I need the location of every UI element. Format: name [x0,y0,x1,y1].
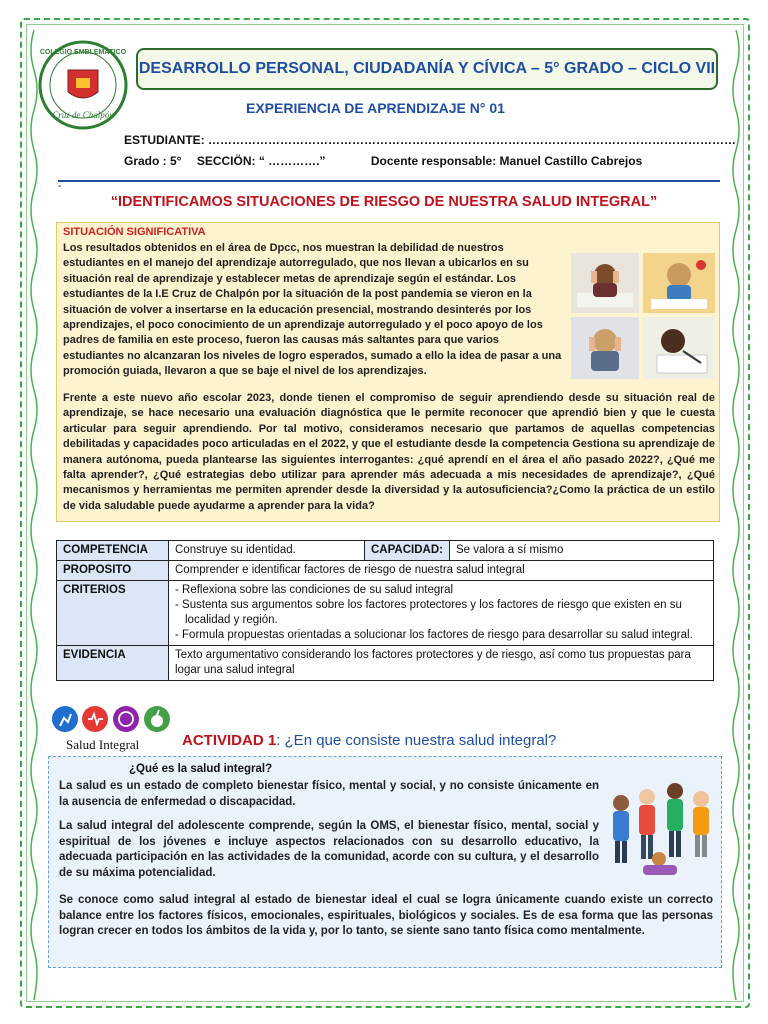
vine-decoration-right [730,30,742,1000]
vine-decoration-left [28,30,40,1000]
grade-row [124,154,642,168]
activity-question: : ¿En que consiste nuestra salud integral? [276,732,557,749]
course-title-banner [136,48,718,90]
list-item: - Reflexiona sobre las condiciones de su salud integral [175,584,454,596]
teenagers-group-illustration [603,777,717,879]
experience-title: EXPERIENCIA DE APRENDIZAJE N° 01 [246,100,505,116]
capacidad-value: Se valora a sí mismo [449,541,713,561]
student-field[interactable]: ESTUDIANTE: …………………………………………………………………………………………………………………… [124,133,736,147]
table-row [57,581,714,646]
situacion-paragraph-1: Los resultados obtenidos en el área de Dpcc, nos muestran la debilidad de nuestros estudiantes en el manejo del aprendizaje autorregulado, que nos llevan a ubicarlos en su situación real de aprendizaje y establecer metas de aprendizaje según el estándar. Los estudiantes de la I.E Cruz de Chalpón por la situación de la post pandemia se vieron en la situación de volver a insertarse en la educación presencial, mostrando desinterés por los aprendizajes, el poco conocimiento de un aprendizaje autorregulado y el poco apoyo de los padres de familia en este proceso, fueron las causas más saltantes para que varios estudiantes no alcanzaran los niveles de logro esperados, sumado a ello la idea de pasar a una promoción guiada, llevaron a que se baje el nivel de los aprendizajes. [63,242,562,378]
table-row [57,561,714,581]
criterios-label: CRITERIOS [57,581,169,646]
list-item: - Formula propuestas orientadas a solucionar los factores de riesgo para desarrollar su salud integral. [175,629,693,641]
activity-title [182,732,556,749]
capacidad-label: CAPACIDAD: [365,541,450,561]
course-title: DESARROLLO PERSONAL, CIUDADANÍA Y CÍVICA – 5° GRADO – CICLO VII [138,60,716,77]
situacion-heading: SITUACIÓN SIGNIFICATIVA [63,226,206,238]
activity-paragraph-3: Se conoce como salud integral al estado de bienestar ideal el cual se logra únicamente cuando existe un correcto balance entre los factores físicos, emocionales, espirituales, biológicos y sociales. Es de esa forma que las personas logran crecer en todos los ámbitos de la vida y, por lo tanto, se siente sano tanto física como mentalmente. [59,894,713,938]
salud-integral-icons [50,704,172,734]
table-row [57,541,714,561]
student-frustrated-photo [571,317,639,379]
svg-text:Cruz de Chalpón: Cruz de Chalpón [52,110,114,120]
student-stressed-photo [571,253,639,313]
evidencia-value: Texto argumentativo considerando los factores protectores y de riesgo, así como tus propuestas para logar una salud integral [169,646,714,681]
criterios-list [175,583,707,643]
activity-label: ACTIVIDAD 1 [182,732,277,749]
student-reading-photo [643,253,715,313]
situacion-paragraph-2: Frente a este nuevo año escolar 2023, donde tienen el compromiso de seguir aprendiendo desde su situación real de aprendizaje, se hace necesario una evaluación diagnóstica que le permite reconocer que aprendió bien y que le cuesta articular para seguir aprendiendo. Por tal motivo, consideramos necesario que partamos de aquellas competencias debilitadas y capacidades poco articuladas en el 2022, y que el estudiante desde la competencia Gestiona su aprendizaje de manera autónoma, pueda plantearse las siguientes interrogantes: ¿qué aprendí en el área el año pasado 2022?, ¿Qué me falta aprender?, ¿Qué estrategias debo utilizar para aprender más adecuada a mis necesidades de aprendizaje?, ¿Qué mecanismos y herramientas me permiten aprender desde la diversidad y la autosuficiencia?¿Como la práctica de un estilo de vida saludable puede ayudarme a aprender para la vida? [63,392,715,512]
evidencia-label: EVIDENCIA [57,646,169,681]
main-title: “IDENTIFICAMOS SITUACIONES DE RIESGO DE NUESTRA SALUD INTEGRAL” [110,194,658,210]
activity-paragraph-2: La salud integral del adolescente comprende, según la OMS, el bienestar físico, mental, social y espiritual de los jóvenes e incluye aspectos relacionados con su desarrollo educativo, la adecuada participación en las actividades de la comunidad, acorde con su cultura, y el desarrollo de su máxima potencialidad. [59,820,599,879]
list-item: - Sustenta sus argumentos sobre los factores protectores y los factores de riesgo que existen en su localidad y región. [175,599,682,626]
health-icons-caption: Salud Integral [66,737,140,752]
teacher-label: Docente responsable: Manuel Castillo Cabrejos [370,154,643,168]
activity-paragraph-1: La salud es un estado de completo bienestar físico, mental y social, y no consiste únicamente en la ausencia de enfermedad o discapacidad. [59,780,599,808]
section-field[interactable]: SECCIÖN: “ ………….” [196,154,326,168]
svg-text:COLEGIO EMBLEMÁTICO: COLEGIO EMBLEMÁTICO [39,49,127,56]
header-divider [58,180,720,182]
grade-label: Grado : 5° [124,154,182,168]
criterios-value [169,581,714,646]
divider-mark: - [58,181,62,192]
table-row [57,646,714,681]
sub-question: ¿Qué es la salud integral? [129,763,273,775]
activity-content-box [48,756,722,968]
proposito-label: PROPOSITO [57,561,169,581]
situacion-significativa-box [56,222,720,522]
student-writing-photo [643,317,715,379]
school-logo [38,40,128,130]
competency-table [56,540,714,681]
competencia-label: COMPETENCIA [57,541,169,561]
proposito-value: Comprender e identificar factores de riesgo de nuestra salud integral [169,561,714,581]
competencia-value: Construye su identidad. [169,541,365,561]
